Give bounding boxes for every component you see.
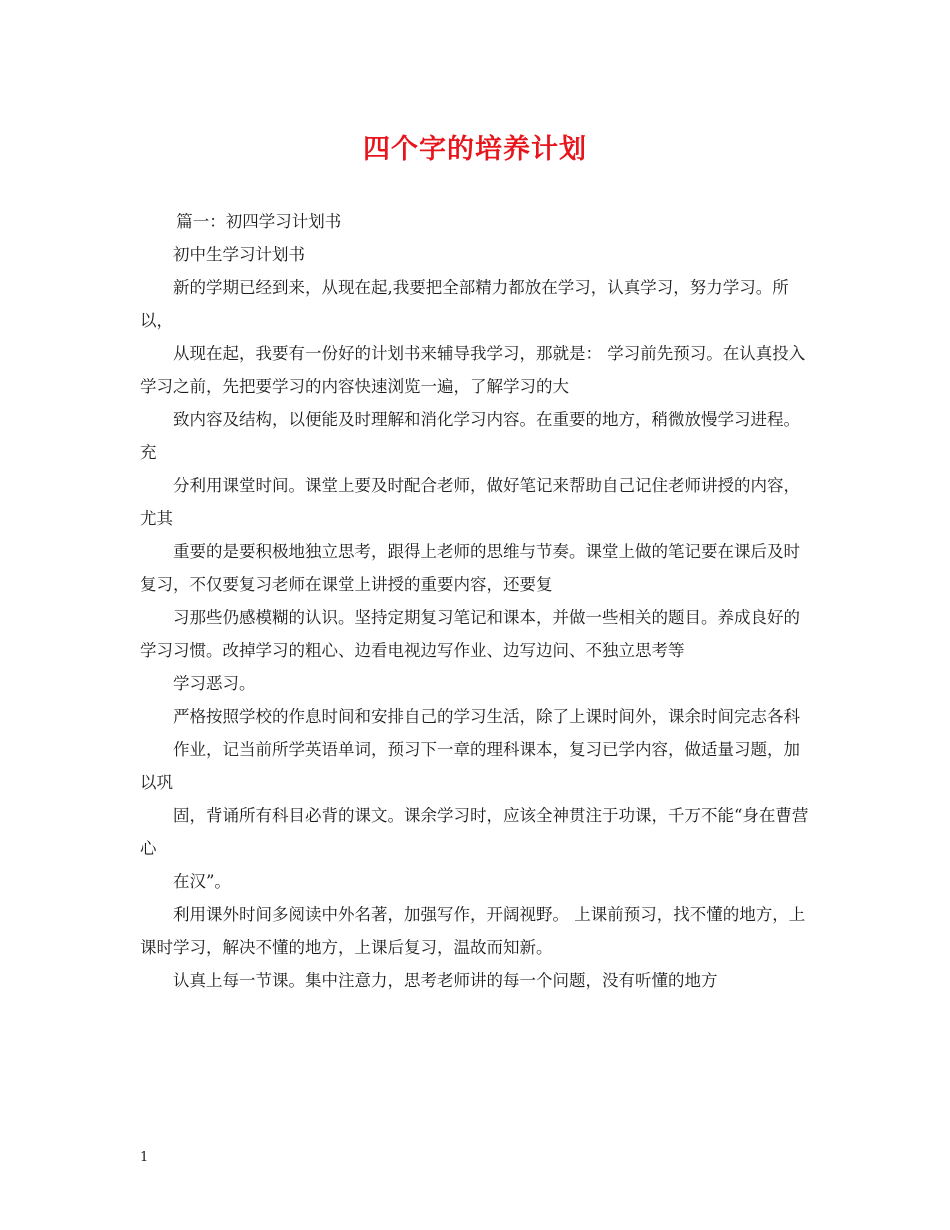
paragraph: 作业，记当前所学英语单词，预习下一章的理科课本，复习已学内容，做适量习题，加以巩 xyxy=(140,740,800,792)
paragraph: 固，背诵所有科目必背的课文。课余学习时，应该全神贯注于功课，千万不能“身在曹营心 xyxy=(140,806,809,858)
paragraph: 致内容及结构，以便能及时理解和消化学习内容。在重要的地方，稍微放慢学习进程。充 xyxy=(140,410,800,462)
paragraph: 在汉”。 xyxy=(173,872,231,891)
paragraph: 新的学期已经到来，从现在起,我要把全部精力都放在学习，认真学习，努力学习。所以， xyxy=(140,278,789,330)
paragraph: 认真上每一节课。集中注意力，思考老师讲的每一个问题，没有听懂的地方 xyxy=(173,971,718,990)
paragraph: 习那些仍感模糊的认识。坚持定期复习笔记和课本，并做一些相关的题目。养成良好的学习习惯。改掉学习的粗心、边看电视边写作业、边写边问、不独立思考等 xyxy=(140,608,800,660)
paragraph: 学习恶习。 xyxy=(173,674,256,693)
document-body xyxy=(140,205,812,997)
paragraph: 篇一：初四学习计划书 xyxy=(176,212,342,231)
page-number: 1 xyxy=(140,1150,149,1165)
paragraph: 初中生学习计划书 xyxy=(173,245,305,264)
paragraph: 严格按照学校的作息时间和安排自己的学习生活，除了上课时间外，课余时间完志各科 xyxy=(173,707,800,726)
paragraph: 重要的是要积极地独立思考，跟得上老师的思维与节奏。课堂上做的笔记要在课后及时复习，不仅要复习老师在课堂上讲授的重要内容，还要复 xyxy=(140,542,800,594)
document-title: 四个字的培养计划 xyxy=(363,134,587,165)
paragraph: 分利用课堂时间。课堂上要及时配合老师，做好笔记来帮助自己记住老师讲授的内容，尤其 xyxy=(140,476,800,528)
paragraph: 利用课外时间多阅读中外名著，加强写作，开阔视野。 上课前预习，找不懂的地方，上课时学习，解决不懂的地方，上课后复习，温故而知新。 xyxy=(140,905,806,957)
paragraph: 从现在起，我要有一份好的计划书来辅导我学习，那就是： 学习前先预习。在认真投入学习之前，先把要学习的内容快速浏览一遍，了解学习的大 xyxy=(140,344,806,396)
